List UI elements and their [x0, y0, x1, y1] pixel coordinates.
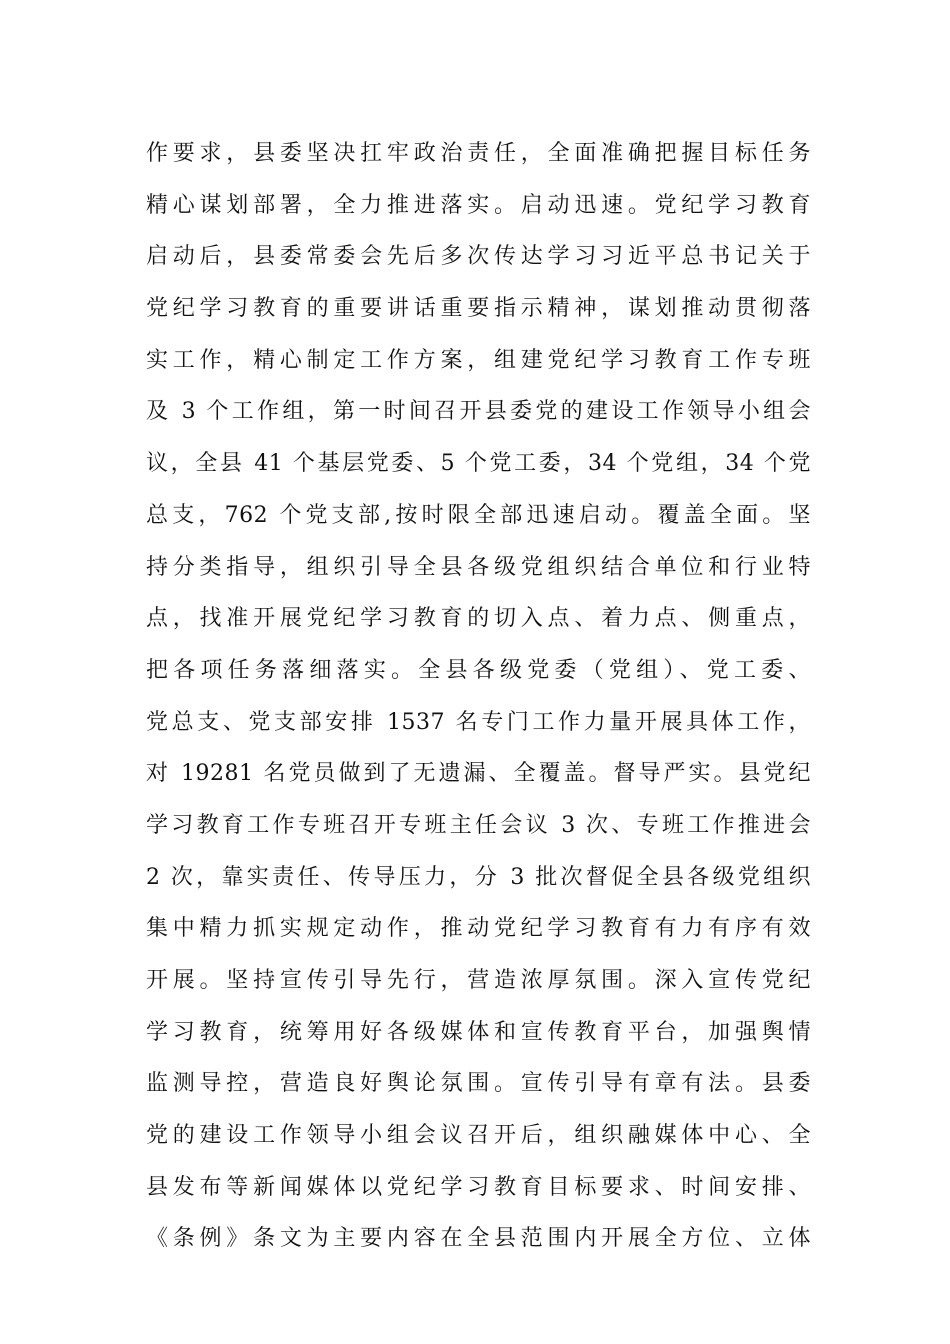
text-line: 及 3 个工作组，第一时间召开县委党的建设工作领导小组会 — [146, 399, 811, 425]
text-line: 县发布等新闻媒体以党纪学习教育目标要求、时间安排、 — [146, 1174, 811, 1200]
text-line: 学习教育工作专班召开专班主任会议 3 次、专班工作推进会 — [146, 812, 811, 838]
text-line: 启动后，县委常委会先后多次传达学习习近平总书记关于 — [146, 244, 811, 270]
text-line: 实工作，精心制定工作方案，组建党纪学习教育工作专班 — [146, 347, 811, 373]
text-line: 议，全县 41 个基层党委、5 个党工委，34 个党组，34 个党 — [146, 451, 811, 477]
body-text — [146, 128, 811, 1265]
text-line: 2 次，靠实责任、传导压力，分 3 批次督促全县各级党组织 — [146, 864, 811, 890]
text-line: 集中精力抓实规定动作，推动党纪学习教育有力有序有效 — [146, 916, 811, 942]
text-line: 开展。坚持宣传引导先行，营造浓厚氛围。深入宣传党纪 — [146, 968, 811, 993]
text-line: 党的建设工作领导小组会议召开后，组织融媒体中心、全 — [146, 1123, 811, 1149]
text-line: 作要求，县委坚决扛牢政治责任，全面准确把握目标任务 — [146, 141, 811, 166]
text-line: 把各项任务落细落实。全县各级党委（党组）、党工委、 — [146, 657, 811, 683]
text-line: 精心谋划部署，全力推进落实。启动迅速。党纪学习教育 — [146, 192, 811, 218]
text-line: 党总支、党支部安排 1537 名专门工作力量开展具体工作， — [146, 709, 811, 735]
text-line: 监测导控，营造良好舆论氛围。宣传引导有章有法。县委 — [146, 1071, 811, 1097]
text-line: 党纪学习教育的重要讲话重要指示精神，谋划推动贯彻落 — [146, 296, 811, 322]
text-line: 《条例》条文为主要内容在全县范围内开展全方位、立体 — [146, 1226, 811, 1252]
text-line: 点，找准开展党纪学习教育的切入点、着力点、侧重点， — [146, 606, 811, 632]
text-line: 学习教育，统筹用好各级媒体和宣传教育平台，加强舆情 — [146, 1019, 811, 1045]
text-line: 总支，762 个党支部,按时限全部迅速启动。覆盖全面。坚 — [146, 502, 811, 528]
text-line: 对 19281 名党员做到了无遗漏、全覆盖。督导严实。县党纪 — [146, 761, 811, 787]
text-line: 持分类指导，组织引导全县各级党组织结合单位和行业特 — [146, 554, 811, 580]
